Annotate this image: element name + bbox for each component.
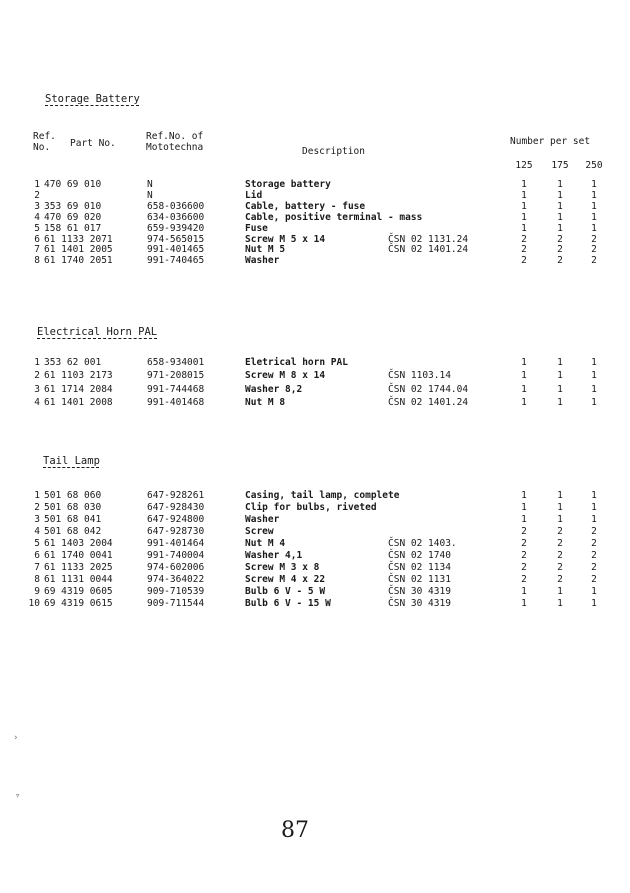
standard-code: ČSN 30 4319 [388, 598, 451, 609]
part-number: 61 1401 2005 [44, 244, 113, 256]
table-row [0, 179, 630, 190]
ref-number: 4 [34, 397, 40, 409]
quantity-250: 1 [591, 514, 597, 525]
quantity-125: 2 [521, 255, 527, 267]
ref-number: 7 [34, 244, 40, 256]
part-number: 61 1740 0041 [44, 550, 113, 561]
quantity-175: 2 [557, 562, 563, 573]
table-row [0, 526, 630, 537]
part-number: 470 69 020 [44, 211, 102, 223]
part-description: Washer [245, 255, 280, 267]
ref-number: 5 [34, 222, 40, 234]
quantity-125: 1 [521, 179, 527, 190]
table-row [0, 562, 630, 573]
quantity-125: 1 [521, 200, 527, 212]
table-row [0, 574, 630, 585]
mototechna-ref: 971-208015 [147, 370, 205, 382]
mototechna-ref: 647-928261 [147, 490, 205, 501]
quantity-250: 2 [591, 244, 597, 256]
page-number: 87 [281, 818, 309, 843]
quantity-125: 1 [521, 370, 527, 382]
quantity-125: 1 [521, 598, 527, 609]
quantity-175: 1 [557, 189, 563, 201]
ref-number: 5 [34, 538, 40, 549]
mototechna-ref: 647-928730 [147, 526, 205, 537]
quantity-175: 2 [557, 538, 563, 549]
ref-number: 1 [34, 179, 40, 190]
header-col-175: 175 [551, 160, 569, 171]
table-row [0, 502, 630, 513]
scan-mark: › [13, 733, 19, 743]
quantity-175: 2 [557, 526, 563, 537]
part-number: 69 4319 0605 [44, 586, 113, 597]
part-number: 470 69 010 [44, 179, 102, 190]
header-col-125: 125 [515, 160, 533, 171]
mototechna-ref: 991-401464 [147, 538, 205, 549]
quantity-250: 1 [591, 586, 597, 597]
quantity-175: 1 [557, 370, 563, 382]
part-description: Screw M 4 x 22 [245, 574, 326, 585]
quantity-250: 2 [591, 562, 597, 573]
mototechna-ref: 909-711544 [147, 598, 205, 609]
part-number: 61 1714 2084 [44, 383, 113, 395]
part-description: Screw M 8 x 14 [245, 370, 326, 382]
quantity-250: 1 [591, 598, 597, 609]
ref-number: 3 [34, 514, 40, 525]
standard-code: ČSN 02 1401.24 [388, 397, 469, 409]
part-number: 61 1131 0044 [44, 574, 113, 585]
quantity-250: 1 [591, 370, 597, 382]
part-description: Cable, battery - fuse [245, 200, 366, 212]
part-number: 61 1103 2173 [44, 370, 113, 382]
quantity-250: 1 [591, 357, 597, 368]
quantity-250: 1 [591, 222, 597, 234]
scan-mark: ▿ [15, 791, 21, 801]
quantity-125: 1 [521, 502, 527, 513]
table-row [0, 234, 630, 245]
mototechna-ref: 991-740465 [147, 255, 205, 267]
part-description: Screw M 5 x 14 [245, 233, 326, 245]
quantity-250: 1 [591, 211, 597, 223]
quantity-250: 2 [591, 233, 597, 245]
quantity-125: 2 [521, 562, 527, 573]
quantity-250: 1 [591, 397, 597, 409]
part-description: Screw [245, 526, 274, 537]
quantity-250: 1 [591, 189, 597, 201]
mototechna-ref: 909-710539 [147, 586, 205, 597]
quantity-125: 2 [521, 526, 527, 537]
quantity-175: 1 [557, 586, 563, 597]
section-title-storage-battery: Storage Battery [45, 93, 140, 105]
part-description: Screw M 3 x 8 [245, 562, 320, 573]
part-number: 501 68 030 [44, 502, 102, 513]
ref-number: 1 [34, 490, 40, 501]
ref-number: 9 [34, 586, 40, 597]
table-row [0, 357, 630, 368]
header-part-no: Part No. [70, 138, 116, 149]
quantity-250: 1 [591, 502, 597, 513]
header-ref-no-mototechna: Ref.No. of Mototechna [146, 131, 204, 153]
ref-number: 2 [34, 189, 40, 201]
quantity-125: 1 [521, 514, 527, 525]
ref-number: 3 [34, 200, 40, 212]
quantity-250: 2 [591, 550, 597, 561]
standard-code: ČSN 02 1134 [388, 562, 451, 573]
mototechna-ref: 974-364022 [147, 574, 205, 585]
ref-number: 7 [34, 562, 40, 573]
quantity-125: 1 [521, 357, 527, 368]
mototechna-ref: 974-565015 [147, 233, 205, 245]
ref-number: 3 [34, 383, 40, 395]
standard-code: ČSN 02 1131.24 [388, 233, 469, 245]
quantity-175: 1 [557, 490, 563, 501]
table-row [0, 201, 630, 212]
mototechna-ref: 974-602006 [147, 562, 205, 573]
quantity-250: 1 [591, 383, 597, 395]
part-description: Cable, positive terminal - mass [245, 211, 423, 223]
quantity-125: 1 [521, 211, 527, 223]
quantity-250: 1 [591, 200, 597, 212]
ref-number: 2 [34, 370, 40, 382]
quantity-250: 2 [591, 574, 597, 585]
mototechna-ref: 659-939420 [147, 222, 205, 234]
mototechna-ref: 658-036600 [147, 200, 205, 212]
quantity-175: 2 [557, 574, 563, 585]
quantity-175: 1 [557, 222, 563, 234]
part-number: 353 62 001 [44, 357, 102, 368]
table-row [0, 538, 630, 549]
part-description: Washer [245, 514, 280, 525]
quantity-175: 1 [557, 383, 563, 395]
part-description: Fuse [245, 222, 268, 234]
table-row [0, 244, 630, 255]
ref-number: 2 [34, 502, 40, 513]
quantity-125: 2 [521, 574, 527, 585]
part-description: Lid [245, 189, 263, 201]
standard-code: ČSN 1103.14 [388, 370, 451, 382]
table-row [0, 586, 630, 597]
quantity-175: 1 [557, 200, 563, 212]
quantity-175: 1 [557, 514, 563, 525]
mototechna-ref: 991-401465 [147, 244, 205, 256]
table-row [0, 212, 630, 223]
section-title-electrical-horn: Electrical Horn PAL [37, 326, 158, 338]
quantity-125: 2 [521, 550, 527, 561]
header-description: Description [302, 146, 365, 157]
part-number: 61 1403 2004 [44, 538, 113, 549]
quantity-250: 2 [591, 538, 597, 549]
table-row [0, 514, 630, 525]
part-number: 69 4319 0615 [44, 598, 113, 609]
quantity-250: 1 [591, 490, 597, 501]
table-row [0, 190, 630, 201]
part-number: 353 69 010 [44, 200, 102, 212]
quantity-175: 2 [557, 244, 563, 256]
table-row [0, 490, 630, 501]
part-description: Washer 4,1 [245, 550, 303, 561]
quantity-175: 1 [557, 179, 563, 190]
ref-number: 8 [34, 574, 40, 585]
quantity-125: 1 [521, 222, 527, 234]
mototechna-ref: 634-036600 [147, 211, 205, 223]
quantity-125: 1 [521, 397, 527, 409]
ref-number: 8 [34, 255, 40, 267]
standard-code: ČSN 30 4319 [388, 586, 451, 597]
quantity-125: 1 [521, 586, 527, 597]
quantity-250: 2 [591, 255, 597, 267]
quantity-175: 1 [557, 598, 563, 609]
quantity-175: 2 [557, 233, 563, 245]
ref-number: 6 [34, 550, 40, 561]
header-number-per-set: Number per set [510, 136, 591, 147]
header-col-250: 250 [585, 160, 603, 171]
quantity-125: 1 [521, 189, 527, 201]
table-row [0, 370, 630, 381]
quantity-175: 1 [557, 357, 563, 368]
part-description: Eletrical horn PAL [245, 357, 348, 368]
part-description: Washer 8,2 [245, 383, 303, 395]
part-number: 501 68 060 [44, 490, 102, 501]
part-description: Storage battery [245, 179, 331, 190]
mototechna-ref: N [147, 189, 153, 201]
part-description: Bulb 6 V - 5 W [245, 586, 326, 597]
table-row [0, 384, 630, 395]
ref-number: 10 [28, 598, 40, 609]
standard-code: ČSN 02 1740 [388, 550, 451, 561]
part-number: 501 68 042 [44, 526, 102, 537]
standard-code: ČSN 02 1403. [388, 538, 457, 549]
quantity-175: 1 [557, 211, 563, 223]
quantity-125: 2 [521, 244, 527, 256]
part-description: Clip for bulbs, riveted [245, 502, 377, 513]
quantity-175: 1 [557, 502, 563, 513]
quantity-175: 1 [557, 397, 563, 409]
quantity-125: 1 [521, 490, 527, 501]
part-description: Casing, tail lamp, complete [245, 490, 400, 501]
standard-code: ČSN 02 1131 [388, 574, 451, 585]
part-number: 61 1133 2071 [44, 233, 113, 245]
part-description: Nut M 8 [245, 397, 286, 409]
table-row [0, 598, 630, 609]
table-row [0, 255, 630, 266]
part-number: 61 1401 2008 [44, 397, 113, 409]
quantity-175: 2 [557, 550, 563, 561]
header-ref-no: Ref. No. [33, 131, 56, 153]
part-description: Bulb 6 V - 15 W [245, 598, 331, 609]
section-title-tail-lamp: Tail Lamp [43, 455, 100, 467]
table-row [0, 550, 630, 561]
part-number: 61 1133 2025 [44, 562, 113, 573]
standard-code: ČSN 02 1744.04 [388, 383, 469, 395]
ref-number: 1 [34, 357, 40, 368]
quantity-125: 1 [521, 383, 527, 395]
part-description: Nut M 4 [245, 538, 286, 549]
quantity-125: 2 [521, 538, 527, 549]
standard-code: ČSN 02 1401.24 [388, 244, 469, 256]
mototechna-ref: 991-740004 [147, 550, 205, 561]
mototechna-ref: 991-401468 [147, 397, 205, 409]
mototechna-ref: 647-928430 [147, 502, 205, 513]
quantity-250: 1 [591, 179, 597, 190]
mototechna-ref: 658-934001 [147, 357, 205, 368]
ref-number: 4 [34, 526, 40, 537]
ref-number: 6 [34, 233, 40, 245]
mototechna-ref: 991-744468 [147, 383, 205, 395]
ref-number: 4 [34, 211, 40, 223]
table-row [0, 397, 630, 408]
part-description: Nut M 5 [245, 244, 286, 256]
part-number: 61 1740 2051 [44, 255, 113, 267]
quantity-125: 2 [521, 233, 527, 245]
quantity-250: 2 [591, 526, 597, 537]
quantity-175: 2 [557, 255, 563, 267]
part-number: 501 68 041 [44, 514, 102, 525]
part-number: 158 61 017 [44, 222, 102, 234]
mototechna-ref: 647-924800 [147, 514, 205, 525]
mototechna-ref: N [147, 179, 153, 190]
table-row [0, 223, 630, 234]
